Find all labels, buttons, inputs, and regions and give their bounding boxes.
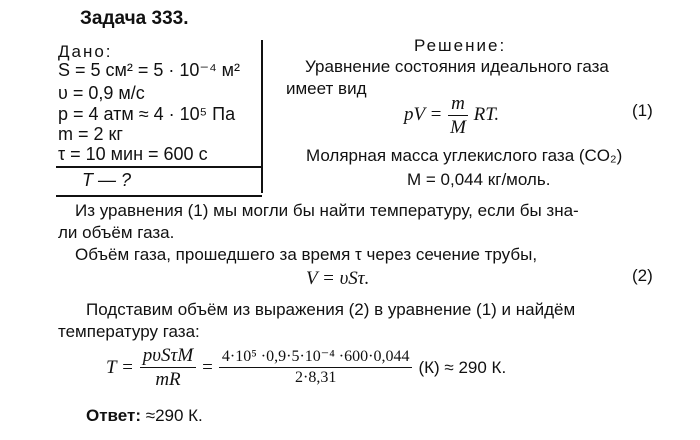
molar-mass-value: M = 0,044 кг/моль. xyxy=(407,170,551,189)
solution-intro-line2: имеет вид xyxy=(286,79,367,98)
paragraph-3-line1: Подставим объём из выражения (2) в уравнение (1) и найдём xyxy=(86,300,576,319)
eq3-lhs: T = xyxy=(106,356,134,378)
given-label: Дано: xyxy=(58,42,113,61)
answer-line xyxy=(86,406,203,426)
solution-heading: Решение: xyxy=(414,36,507,55)
find-divider xyxy=(56,195,262,197)
answer-label: Ответ: xyxy=(86,406,141,425)
equation-3 xyxy=(106,346,506,389)
eq3-frac1-numerator: pυSτM xyxy=(140,346,196,368)
equation-1-number: (1) xyxy=(632,101,653,120)
equation-2-number: (2) xyxy=(632,266,653,285)
paragraph-3-line2: температуру газа: xyxy=(58,322,200,341)
eq3-fraction-1 xyxy=(140,346,196,389)
eq3-frac2-numerator: 4·10⁵ ·0,9·5·10⁻⁴ ·600·0,044 xyxy=(219,349,413,368)
given-speed: υ = 0,9 м/с xyxy=(58,83,145,103)
eq1-denominator: M xyxy=(450,117,466,138)
given-time: τ = 10 мин = 600 с xyxy=(58,144,208,164)
answer-value: ≈290 К. xyxy=(145,406,203,425)
eq1-fraction xyxy=(447,94,469,137)
eq1-rhs: RT. xyxy=(473,103,500,125)
eq1-numerator: m xyxy=(448,94,468,116)
paragraph-1-line1: Из уравнения (1) мы могли бы найти температуру, если бы зна- xyxy=(75,201,579,220)
eq3-equals: = xyxy=(202,356,213,378)
given-divider xyxy=(56,166,262,168)
eq3-result: (К) ≈ 290 К. xyxy=(418,357,507,377)
eq3-frac2-denominator: 2·8,31 xyxy=(295,369,337,386)
given-pressure: p = 4 атм ≈ 4 · 10⁵ Па xyxy=(58,104,236,124)
eq1-lhs: pV = xyxy=(404,103,443,125)
find-quantity: T — ? xyxy=(82,170,132,190)
eq3-frac1-denominator: mR xyxy=(155,369,181,390)
eq3-fraction-2 xyxy=(219,349,413,386)
given-area: S = 5 см² = 5 · 10⁻⁴ м² xyxy=(58,60,241,80)
solution-intro-line1: Уравнение состояния идеального газа xyxy=(305,57,609,76)
equation-1 xyxy=(404,94,499,137)
paragraph-2-line1: Объём газа, прошедшего за время τ через сечение трубы, xyxy=(75,245,538,264)
equation-2: V = υSτ. xyxy=(306,268,370,289)
paragraph-1-line2: ли объём газа. xyxy=(58,223,175,242)
given-mass: m = 2 кг xyxy=(58,124,123,144)
given-vertical-divider xyxy=(261,40,263,193)
molar-mass-line: Молярная масса углекислого газа (CO₂) xyxy=(306,146,623,165)
problem-title: Задача 333. xyxy=(80,8,189,29)
